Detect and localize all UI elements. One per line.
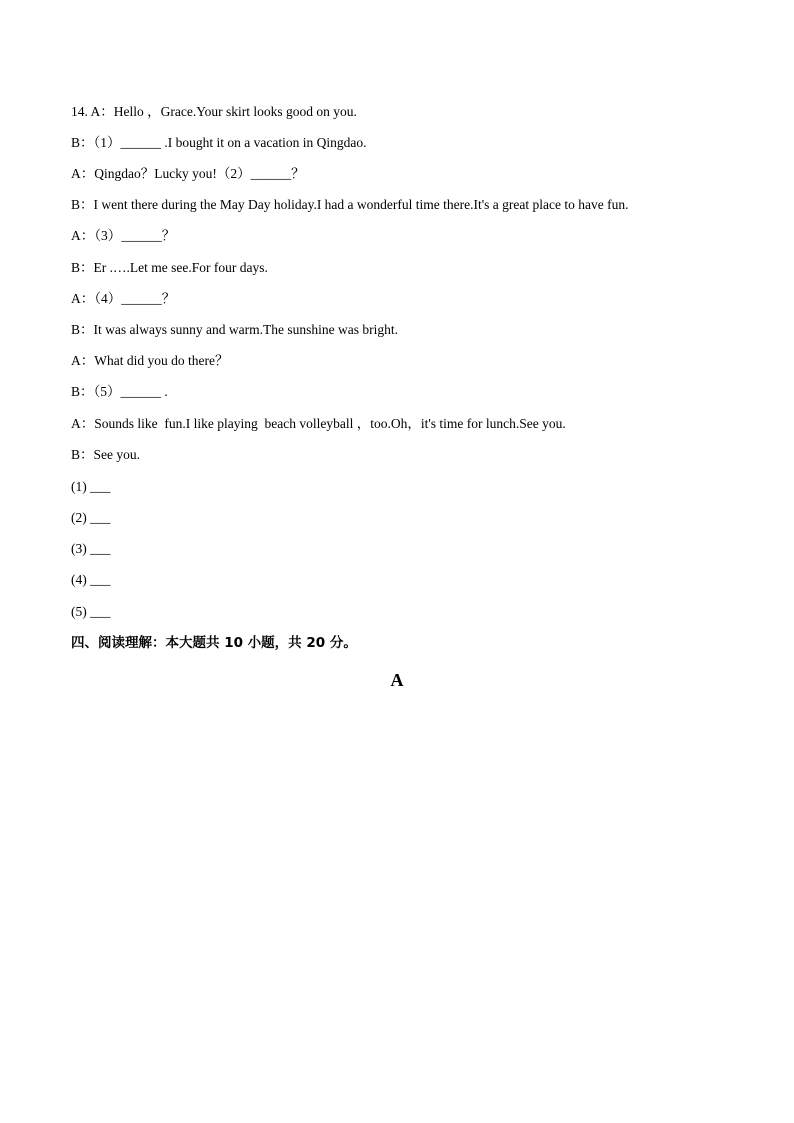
dialogue-line: A：Qingdao？Lucky you!（2）______？ bbox=[71, 166, 305, 181]
passage-label: A bbox=[390, 670, 404, 690]
answer-blank-3[interactable]: (3) ___ bbox=[71, 541, 111, 556]
dialogue-line: B：（1）______ .I bought it on a vacation in Qingdao. bbox=[71, 135, 367, 150]
answer-blank-1[interactable]: (1) ___ bbox=[71, 479, 111, 494]
section-heading: 四、阅读理解：本大题共 10 小题，共 20 分。 bbox=[71, 635, 357, 651]
dialogue-line: B：See you. bbox=[71, 447, 140, 462]
dialogue-line: A：（3）______？ bbox=[71, 228, 176, 243]
dialogue-line: B：（5）______ . bbox=[71, 384, 168, 399]
dialogue-line: 14. A：Hello ，Grace.Your skirt looks good on you. bbox=[71, 104, 357, 119]
dialogue-line: B：It was always sunny and warm.The sunshine was bright. bbox=[71, 322, 398, 337]
answer-blank-2[interactable]: (2) ___ bbox=[71, 510, 111, 525]
dialogue-line: B：Er .….Let me see.For four days. bbox=[71, 260, 268, 275]
dialogue-line: A：（4）______？ bbox=[71, 291, 176, 306]
answer-blank-5[interactable]: (5) ___ bbox=[71, 604, 111, 619]
dialogue-line: A：What did you do there？ bbox=[71, 353, 229, 368]
dialogue-line: A：Sounds like fun.I like playing beach volleyball ，too.Oh，it's time for lunch.See you. bbox=[71, 416, 566, 431]
dialogue-line: B：I went there during the May Day holiday.I had a wonderful time there.It's a great place to have fun. bbox=[71, 197, 629, 212]
answer-blank-4[interactable]: (4) ___ bbox=[71, 572, 111, 587]
